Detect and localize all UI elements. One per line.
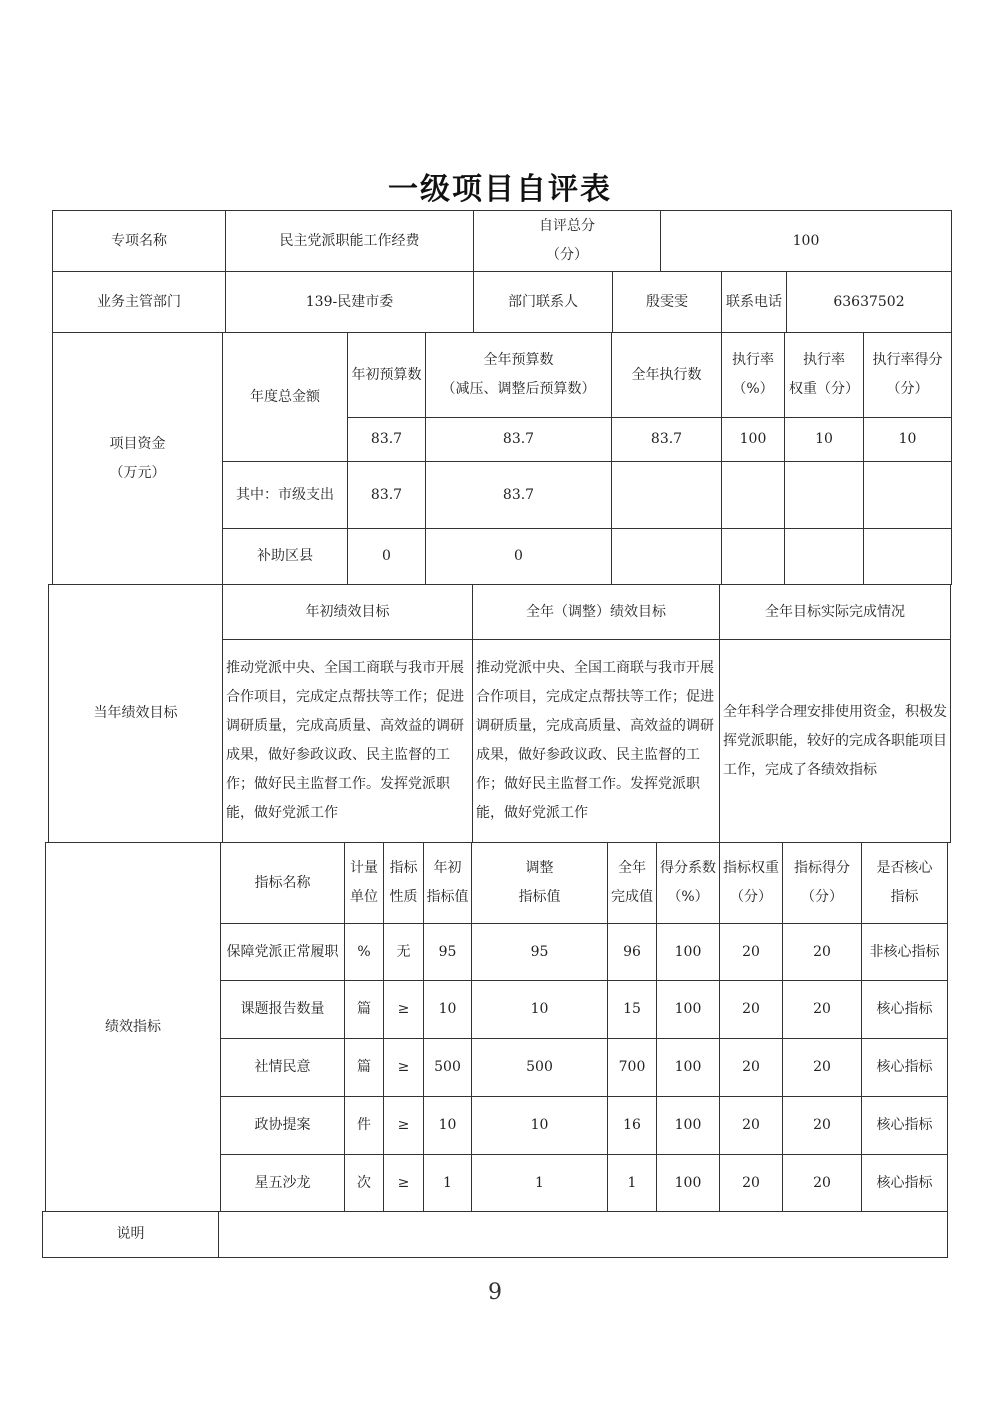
phone-value: 63637502 bbox=[786, 271, 952, 333]
indicator-row-5-completed: 1 bbox=[607, 1154, 657, 1212]
indicator-row-1-nature: 无 bbox=[383, 923, 424, 981]
indicator-score-header: 指标得分 （分） bbox=[782, 842, 862, 924]
project-name-label: 专项名称 bbox=[52, 210, 226, 272]
indicator-row-4-coef: 100 bbox=[656, 1096, 720, 1155]
total-rate-value: 100 bbox=[721, 417, 785, 462]
indicator-row-2-score: 20 bbox=[782, 980, 862, 1039]
district-score-cell bbox=[863, 528, 952, 585]
indicator-row-1-name: 保障党派正常履职 bbox=[220, 923, 345, 981]
total-score-label: 自评总分 （分） bbox=[473, 210, 661, 272]
indicator-row-3-adjusted: 500 bbox=[471, 1038, 608, 1097]
indicator-row-4-weight: 20 bbox=[719, 1096, 783, 1155]
indicator-coef-header: 得分系数 （%） bbox=[656, 842, 720, 924]
indicator-row-1-coef: 100 bbox=[656, 923, 720, 981]
total-initial-value: 83.7 bbox=[347, 417, 426, 462]
goals-section-label: 当年绩效目标 bbox=[48, 584, 223, 843]
indicator-row-1-core: 非核心指标 bbox=[861, 923, 948, 981]
district-full-year-value: 0 bbox=[425, 528, 612, 585]
indicator-row-4-name: 政协提案 bbox=[220, 1096, 345, 1155]
indicator-row-4-initial: 10 bbox=[423, 1096, 472, 1155]
actual-completion-header: 全年目标实际完成情况 bbox=[719, 584, 951, 640]
district-rate-cell bbox=[721, 528, 785, 585]
department-label: 业务主管部门 bbox=[52, 271, 226, 333]
indicator-row-3-unit: 篇 bbox=[344, 1038, 384, 1097]
indicator-row-1-score: 20 bbox=[782, 923, 862, 981]
indicator-row-2-core: 核心指标 bbox=[861, 980, 948, 1039]
city-weight-cell bbox=[784, 461, 864, 529]
indicator-row-2-adjusted: 10 bbox=[471, 980, 608, 1039]
indicator-row-3-core: 核心指标 bbox=[861, 1038, 948, 1097]
indicator-initial-header: 年初 指标值 bbox=[423, 842, 472, 924]
page-number: 9 bbox=[488, 1280, 502, 1305]
indicator-row-2-completed: 15 bbox=[607, 980, 657, 1039]
indicator-row-4-score: 20 bbox=[782, 1096, 862, 1155]
indicator-row-2-coef: 100 bbox=[656, 980, 720, 1039]
indicator-completed-header: 全年 完成值 bbox=[607, 842, 657, 924]
indicator-row-5-nature: ≥ bbox=[383, 1154, 424, 1212]
indicator-row-4-adjusted: 10 bbox=[471, 1096, 608, 1155]
annual-total-label: 年度总金额 bbox=[222, 332, 348, 462]
indicator-row-4-unit: 件 bbox=[344, 1096, 384, 1155]
indicator-row-3-score: 20 bbox=[782, 1038, 862, 1097]
city-initial-value: 83.7 bbox=[347, 461, 426, 529]
page-title: 一级项目自评表 bbox=[388, 172, 612, 207]
indicator-row-5-unit: 次 bbox=[344, 1154, 384, 1212]
indicator-row-1-adjusted: 95 bbox=[471, 923, 608, 981]
district-weight-cell bbox=[784, 528, 864, 585]
indicator-row-2-unit: 篇 bbox=[344, 980, 384, 1039]
project-name-value: 民主党派职能工作经费 bbox=[225, 210, 474, 272]
funds-section-label: 项目资金 （万元） bbox=[52, 332, 223, 585]
indicator-adjusted-header: 调整 指标值 bbox=[471, 842, 608, 924]
city-full-year-value: 83.7 bbox=[425, 461, 612, 529]
district-subsidy-label: 补助区县 bbox=[222, 528, 348, 585]
indicator-nature-header: 指标 性质 bbox=[383, 842, 424, 924]
notes-label: 说明 bbox=[42, 1211, 219, 1258]
indicator-row-4-completed: 16 bbox=[607, 1096, 657, 1155]
contact-name: 殷雯雯 bbox=[612, 271, 722, 333]
indicator-row-3-initial: 500 bbox=[423, 1038, 472, 1097]
indicator-row-5-adjusted: 1 bbox=[471, 1154, 608, 1212]
total-weight-value: 10 bbox=[784, 417, 864, 462]
department-value: 139-民建市委 bbox=[225, 271, 474, 333]
indicator-core-header: 是否核心 指标 bbox=[861, 842, 948, 924]
indicator-row-3-coef: 100 bbox=[656, 1038, 720, 1097]
full-year-budget-header: 全年预算数 （减压、调整后预算数） bbox=[425, 332, 612, 418]
exec-weight-header: 执行率 权重（分） bbox=[784, 332, 864, 418]
indicator-row-5-coef: 100 bbox=[656, 1154, 720, 1212]
indicator-row-5-core: 核心指标 bbox=[861, 1154, 948, 1212]
exec-rate-header: 执行率 （%） bbox=[721, 332, 785, 418]
total-execution-value: 83.7 bbox=[611, 417, 722, 462]
indicator-row-2-weight: 20 bbox=[719, 980, 783, 1039]
indicator-row-3-nature: ≥ bbox=[383, 1038, 424, 1097]
indicator-row-5-score: 20 bbox=[782, 1154, 862, 1212]
actual-completion-text: 全年科学合理安排使用资金，积极发挥党派职能，较好的完成各职能项目工作，完成了各绩效指标 bbox=[719, 639, 951, 843]
total-score-cell: 10 bbox=[863, 417, 952, 462]
indicator-row-1-unit: % bbox=[344, 923, 384, 981]
city-score-cell bbox=[863, 461, 952, 529]
district-execution-cell bbox=[611, 528, 722, 585]
exec-score-header: 执行率得分 （分） bbox=[863, 332, 952, 418]
indicator-name-header: 指标名称 bbox=[220, 842, 345, 924]
indicator-row-5-initial: 1 bbox=[423, 1154, 472, 1212]
district-initial-value: 0 bbox=[347, 528, 426, 585]
indicator-row-1-initial: 95 bbox=[423, 923, 472, 981]
indicator-row-2-name: 课题报告数量 bbox=[220, 980, 345, 1039]
indicator-row-4-core: 核心指标 bbox=[861, 1096, 948, 1155]
adjusted-goals-header: 全年（调整）绩效目标 bbox=[472, 584, 720, 640]
initial-goals-header: 年初绩效目标 bbox=[222, 584, 473, 640]
total-full-year-value: 83.7 bbox=[425, 417, 612, 462]
indicator-row-3-name: 社情民意 bbox=[220, 1038, 345, 1097]
indicator-weight-header: 指标权重 （分） bbox=[719, 842, 783, 924]
city-execution-cell bbox=[611, 461, 722, 529]
initial-budget-header: 年初预算数 bbox=[347, 332, 426, 418]
execution-header: 全年执行数 bbox=[611, 332, 722, 418]
indicator-row-2-initial: 10 bbox=[423, 980, 472, 1039]
contact-label: 部门联系人 bbox=[473, 271, 613, 333]
indicator-row-5-name: 星五沙龙 bbox=[220, 1154, 345, 1212]
initial-goals-text: 推动党派中央、全国工商联与我市开展合作项目，完成定点帮扶等工作；促进调研质量，完成高质量、高效益的调研成果，做好参政议政、民主监督的工作；做好民主监督工作。发挥党派职能，做好党派工作 bbox=[222, 639, 473, 843]
total-score-value: 100 bbox=[660, 210, 952, 272]
indicator-unit-header: 计量 单位 bbox=[344, 842, 384, 924]
city-rate-cell bbox=[721, 461, 785, 529]
adjusted-goals-text: 推动党派中央、全国工商联与我市开展合作项目，完成定点帮扶等工作；促进调研质量，完成高质量、高效益的调研成果，做好参政议政、民主监督的工作；做好民主监督工作。发挥党派职能，做好党派工作 bbox=[472, 639, 720, 843]
city-expense-label: 其中：市级支出 bbox=[222, 461, 348, 529]
indicator-row-2-nature: ≥ bbox=[383, 980, 424, 1039]
notes-value bbox=[218, 1211, 948, 1258]
indicators-section-label: 绩效指标 bbox=[45, 842, 221, 1212]
indicator-row-4-nature: ≥ bbox=[383, 1096, 424, 1155]
phone-label: 联系电话 bbox=[721, 271, 787, 333]
indicator-row-3-completed: 700 bbox=[607, 1038, 657, 1097]
indicator-row-1-completed: 96 bbox=[607, 923, 657, 981]
indicator-row-5-weight: 20 bbox=[719, 1154, 783, 1212]
indicator-row-1-weight: 20 bbox=[719, 923, 783, 981]
indicator-row-3-weight: 20 bbox=[719, 1038, 783, 1097]
